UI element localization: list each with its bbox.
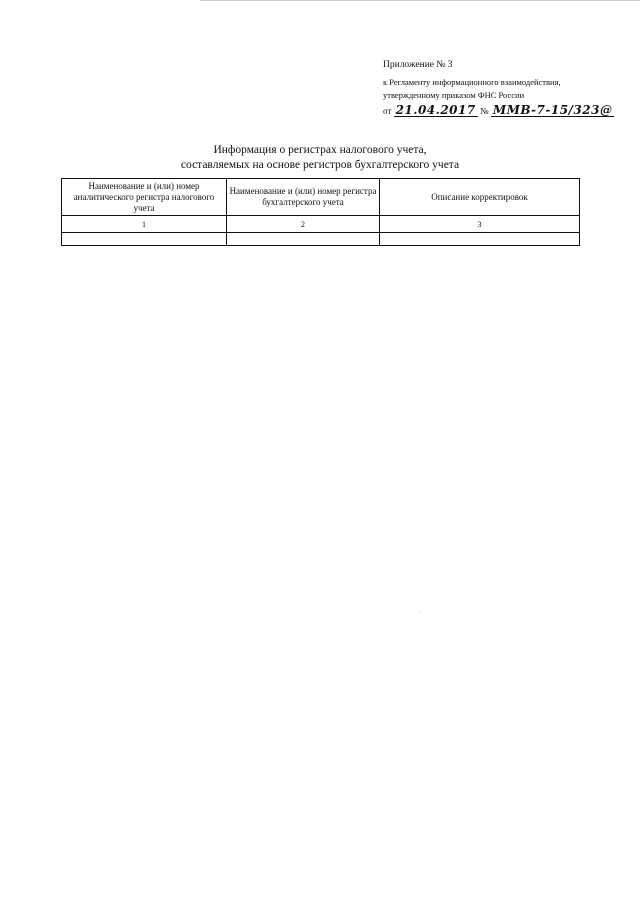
table-cell-empty: [380, 233, 580, 246]
table-cell-empty: [227, 233, 380, 246]
column-number-2: 2: [227, 216, 380, 233]
table-column-numbers-row: [62, 216, 580, 233]
title-line-1: Информация о регистрах налогового учета,: [213, 144, 427, 156]
scan-top-edge: [200, 0, 640, 1]
appendix-number: Приложение № 3: [383, 60, 453, 70]
appendix-order-ref: утвержденному приказом ФНС России: [383, 90, 525, 100]
table-row: [62, 233, 580, 246]
header-accounting-register: Наименование и (или) номер регистра бухгалтерского учета: [227, 179, 380, 216]
number-label: №: [479, 105, 489, 116]
document-title: [120, 143, 520, 173]
header-adjustments-description: Описание корректировок: [380, 179, 580, 216]
order-date-handwritten: 21.04.2017: [395, 102, 476, 117]
appendix-regulation-ref: к Регламенту информационного взаимодействия,: [383, 76, 561, 87]
column-number-1: 1: [62, 216, 227, 233]
order-number-handwritten: ММВ-7-15/323@: [492, 102, 613, 117]
from-label: от: [383, 105, 392, 116]
registers-table: [61, 178, 580, 246]
title-line-2: составляемых на основе регистров бухгалтерского учета: [180, 159, 460, 171]
table-cell-empty: [62, 233, 227, 246]
appendix-order-date-number: [383, 104, 628, 119]
appendix-block: [383, 59, 628, 118]
header-tax-register: Наименование и (или) номер аналитического регистра налогового учета: [62, 179, 227, 216]
column-number-3: 3: [380, 216, 580, 233]
scan-artifact: [420, 612, 421, 613]
table-header-row: [62, 179, 580, 216]
